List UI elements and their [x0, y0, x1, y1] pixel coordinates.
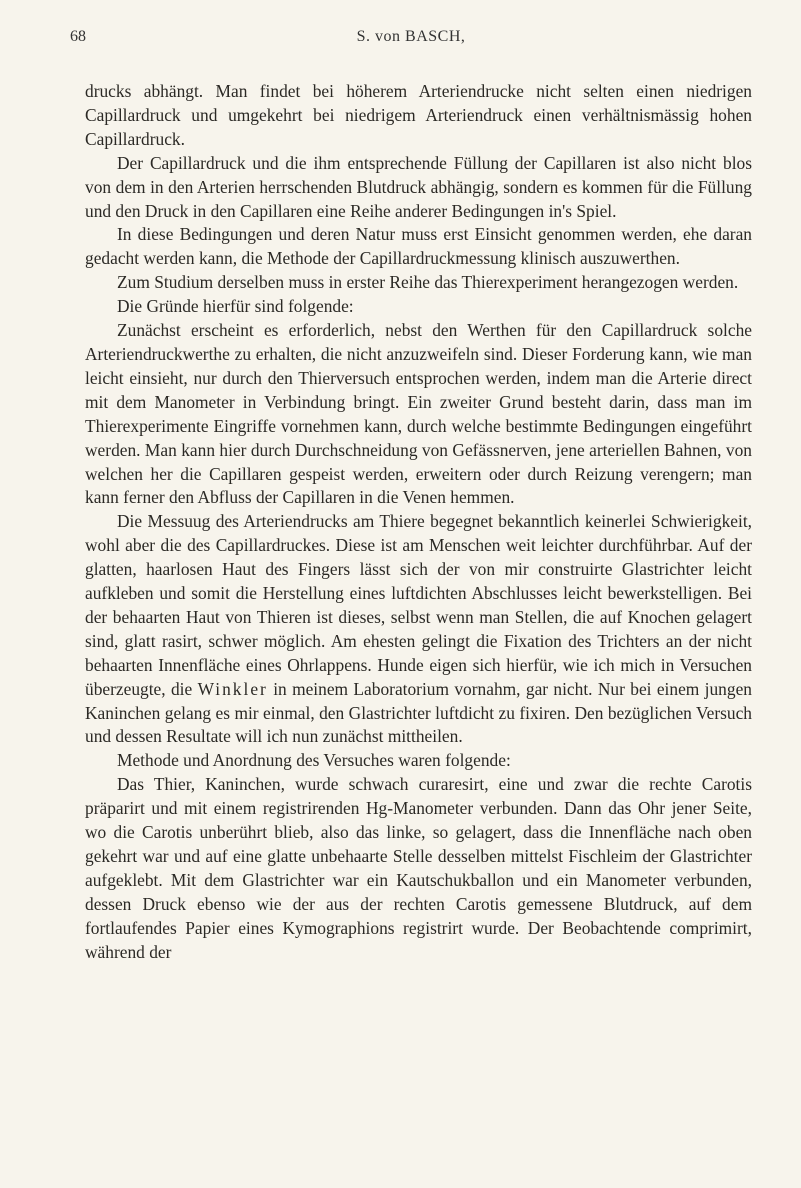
- paragraph-1: drucks abhängt. Man findet bei höherem Arteriendrucke nicht selten einen niedrigen Capillardruck und umgekehrt bei niedrigem Arteriendruck einen verhältnismässig hohen Capillardruck.: [85, 81, 752, 149]
- paragraph-8: Methode und Anordnung des Versuches waren folgende:: [117, 750, 511, 771]
- paragraph-5: Die Gründe hierfür sind folgende:: [117, 296, 354, 317]
- running-head: [70, 28, 752, 50]
- paragraph-3: In diese Bedingungen und deren Natur muss erst Einsicht genommen werden, ehe daran gedacht werden kann, die Methode der Capillardruckmessung klinisch auszuwerthen.: [85, 224, 752, 269]
- paragraph-4: Zum Studium derselben muss in erster Reihe das Thierexperiment herangezogen werden.: [117, 272, 739, 293]
- paragraph-9: Das Thier, Kaninchen, wurde schwach curaresirt, eine und zwar die rechte Carotis präparirt und mit einem registrirenden Hg-Manometer verbunden. Dann das Ohr jener Seite, wo die Carotis unberührt blieb, also das linke, so gelagert, dass die Innenfläche nach oben gekehrt war und auf eine glatte unbehaarte Stelle desselben mittelst Fischleim der Glastrichter aufgeklebt. Mit dem Glastrichter war ein Kautschukballon und ein Manometer verbunden, dessen Druck ebenso wie der aus der rechten Carotis gemessene Blutdruck, auf dem fortlaufendes Papier eines Kymographions registrirt wurde. Der Beobachtende comprimirt, während der: [85, 774, 752, 962]
- paragraph-7-text-a: Die Messuug des Arteriendrucks am Thiere begegnet bekanntlich keinerlei Schwierigkeit, wohl aber die des Capillardruckes. Diese ist am Menschen weit leichter durchführbar. Auf der glatten, haarlosen Haut des Fingers lässt sich der von mir construirte Glastrichter leicht aufkleben und somit die Herstellung eines luftdichten Abschlusses leicht bewerkstelligen. Bei der behaarten Haut von Thieren ist dieses, selbst wenn man Stellen, die auf Knochen gelagert sind, glatt rasirt, schwer möglich. Am ehesten gelingt die Fixation des Trichters an der nicht behaarten Innenfläche eines Ohrlappens. Hunde eigen sich hierfür, wie ich mich in Versuchen überzeugte, die: [85, 511, 752, 699]
- body-text: [85, 80, 752, 965]
- name-winkler: Winkler: [197, 678, 268, 699]
- paragraph-7: [85, 510, 752, 749]
- paragraph-7-text-b: in meinem Laboratorium vornahm, gar nicht. Nur bei einem jungen Kaninchen gelang es mir einmal, den Glastrichter luftdicht zu fixiren. Den bezüglichen Versuch und dessen Resultate will ich nun zunächst mittheilen.: [85, 678, 752, 747]
- paragraph-2: Der Capillardruck und die ihm entsprechende Füllung der Capillaren ist also nicht blos von dem in den Arterien herrschenden Blutdruck abhängig, sondern es kommen für die Füllung und den Druck in den Capillaren eine Reihe anderer Bedingungen in's Spiel.: [85, 152, 752, 221]
- running-head-author: S. von BASCH,: [356, 28, 466, 45]
- paragraph-6: Zunächst erscheint es erforderlich, nebst den Werthen für den Capillardruck solche Arteriendruckwerthe zu erhalten, die nicht anzuzweifeln sind. Dieser Forderung kann, wie man leicht einsieht, nur durch den Thierversuch entsprochen werden, indem man die Arterie direct mit dem Manometer in Verbindung bringt. Ein zweiter Grund besteht darin, dass man im Thierexperimente Eingriffe vornehmen kann, durch welche bestimmte Bedingungen eingeführt werden. Man kann hier durch Durchschneidung von Gefässnerven, jene arteriellen Bahnen, von welchen her die Capillaren gespeist werden, erweitern oder durch Reizung verengern; man kann ferner den Abfluss der Capillaren in die Venen hemmen.: [85, 320, 752, 508]
- page-number: 68: [70, 28, 86, 45]
